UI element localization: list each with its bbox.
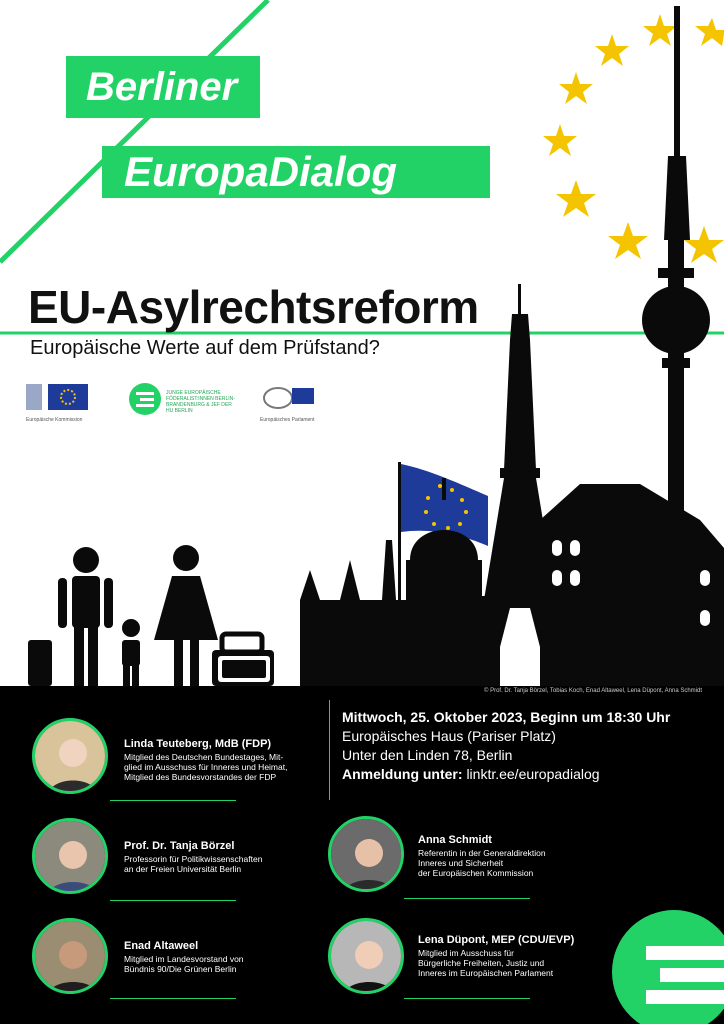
speaker-avatar: [328, 816, 404, 892]
speaker-name: Enad Altaweel: [124, 940, 199, 952]
event-address: Unter den Linden 78, Berlin: [342, 747, 513, 763]
speaker-description: Referentin in der Generaldirektion Inneres und Sicherheit der Europäischen Kommission: [418, 848, 546, 878]
speaker-avatar: [32, 818, 108, 894]
speaker-avatar: [32, 718, 108, 794]
speaker-name: Linda Teuteberg, MdB (FDP): [124, 738, 272, 750]
speaker-description: Professorin für Politikwissenschaften an der Freien Universität Berlin: [124, 854, 263, 874]
speaker-underline: [404, 998, 530, 999]
photo-credit: © Prof. Dr. Tanja Börzel, Tobias Koch, Enad Altaweel, Lena Düpont, Anna Schmidt: [484, 688, 702, 694]
registration-label: Anmeldung unter:: [342, 766, 463, 782]
divider: [329, 700, 331, 800]
page-title: EU-Asylrechtsreform: [28, 281, 479, 333]
speaker-description: Mitglied im Landesvorstand von Bündnis 90/Die Grünen Berlin: [124, 954, 244, 974]
jef-logo: JUNGE EUROPÄISCHE FÖDERALIST:INNEN BERLIN-BRANDENBURG & JEF DER HU BERLIN: [128, 382, 238, 426]
speaker-description: Mitglied im Ausschuss für Bürgerliche Freiheiten, Justiz und Inneres im Europäischen Parlament: [418, 948, 554, 978]
event-info: [342, 708, 670, 784]
registration-link[interactable]: linktr.ee/europadialog: [466, 766, 600, 782]
speaker-underline: [110, 900, 236, 901]
speaker-description: Mitglied des Deutschen Bundestages, Mit- glied im Ausschuss für Inneres und Heimat, Mitglied des Bundesvorstandes der FDP: [124, 752, 288, 782]
logo-berliner: Berliner: [66, 56, 260, 118]
eu-parliament-logo: Europäisches Parlament: [260, 382, 320, 426]
speaker-name: Anna Schmidt: [418, 834, 492, 846]
jef-mark-icon: [610, 908, 724, 1024]
diagonal-line: [0, 0, 268, 262]
logo-europadialog: EuropaDialog: [102, 146, 490, 198]
speaker-underline: [110, 998, 236, 999]
speaker-underline: [404, 898, 530, 899]
eu-commission-logo: Europäische Kommission: [26, 382, 100, 426]
speaker-underline: [110, 800, 236, 801]
eu-stars-icon: [543, 14, 724, 263]
page-subtitle: Europäische Werte auf dem Prüfstand?: [30, 337, 380, 359]
speaker-name: Prof. Dr. Tanja Börzel: [124, 840, 235, 852]
speaker-avatar: [328, 918, 404, 994]
jef-icon: [128, 382, 162, 416]
event-venue: Europäisches Haus (Pariser Platz): [342, 728, 556, 744]
event-date: Mittwoch, 25. Oktober 2023, Beginn um 18:30 Uhr: [342, 709, 671, 725]
speaker-avatar: [32, 918, 108, 994]
speaker-name: Lena Düpont, MEP (CDU/EVP): [418, 934, 575, 946]
